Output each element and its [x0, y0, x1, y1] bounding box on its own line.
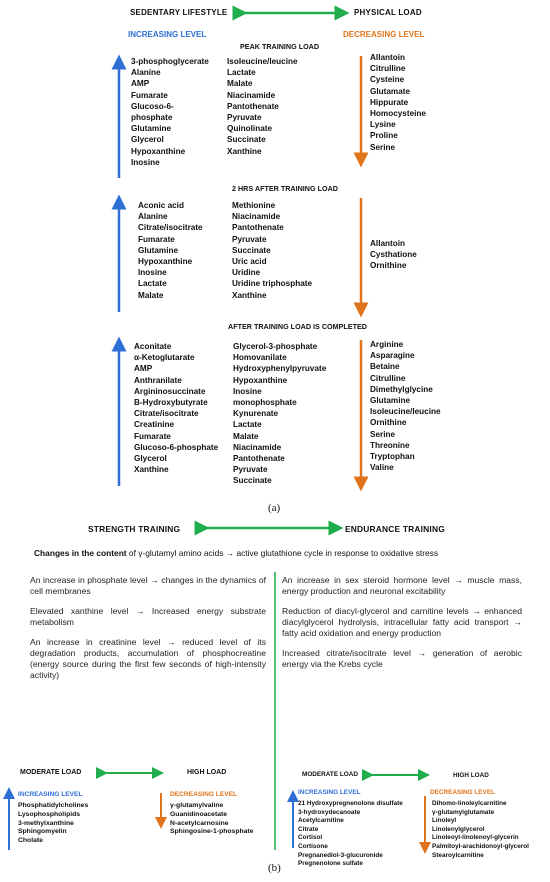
metabolite-item: Valine	[370, 463, 394, 473]
metabolite-item: γ-glutamylglutamate	[432, 808, 495, 816]
metabolite-item: AMP	[134, 364, 153, 374]
metabolite-item: Argininosuccinate	[134, 386, 206, 396]
effect-paragraph: An increase in phosphate level → changes in the dynamics of cell membranes	[30, 575, 266, 596]
metabolite-item: Sphingomyelin	[18, 828, 67, 836]
metabolite-item: Lysine	[370, 120, 396, 130]
metabolite-item: Glycerol	[131, 135, 164, 145]
metabolite-item: Pantothenate	[227, 101, 279, 111]
after-inc-col2	[233, 341, 326, 487]
metabolite-item: Phosphatidylcholines	[18, 802, 89, 809]
metabolite-item: Xanthine	[227, 146, 262, 156]
endurance-inc-list	[298, 800, 403, 869]
metabolite-item: AMP	[131, 79, 150, 89]
metabolite-item: Pyruvate	[233, 465, 268, 475]
peak-dec-col	[370, 52, 426, 153]
metabolite-item: Cholate	[18, 837, 43, 845]
metabolite-item: Aconitate	[134, 342, 172, 351]
metabolite-item: Aconic acid	[138, 201, 184, 210]
metabolite-item: Uridine	[232, 268, 261, 278]
caption-b: (b)	[268, 862, 281, 874]
metabolite-item: Inosine	[138, 268, 167, 278]
metabolite-item: Dimethylglycine	[370, 384, 433, 394]
physical-load-title: PHYSICAL LOAD	[354, 8, 422, 17]
effect-paragraph: Reduction of diacyl-glycerol and carnitine levels → enhanced diacylglycerol hydrolysis, intracellular fatty acid transport → fatty acid oxidation and energy production	[282, 606, 522, 638]
metabolite-item: Methionine	[232, 201, 276, 210]
caption-a: (a)	[268, 502, 281, 514]
metabolite-item: Niacinamide	[227, 90, 276, 100]
metabolite-item: Malate	[227, 79, 253, 89]
metabolite-item: Glucoso-6-phosphate	[134, 442, 219, 452]
metabolite-item: Hypoxanthine	[131, 146, 186, 156]
metabolite-item: Guanidinoacetate	[170, 810, 228, 818]
metabolite-item: Malate	[138, 290, 164, 300]
metabolite-item: Anthranilate	[134, 375, 182, 385]
metabolite-item: 3-hydroxydecanoate	[298, 808, 361, 816]
metabolite-item: Isoleucine/leucine	[227, 57, 298, 66]
metabolite-item: Proline	[370, 131, 398, 141]
effect-paragraph: Increased citrate/isocitrate level → generation of aerobic energy via the Krebs cycle	[282, 648, 522, 669]
metabolite-item: Cysteine	[370, 75, 405, 85]
after-title: AFTER TRAINING LOAD IS COMPLETED	[228, 322, 367, 331]
metabolite-item: Glucoso-6-	[131, 101, 174, 111]
strength-moderate-label: MODERATE LOAD	[20, 769, 82, 776]
changes-bold: Changes in the content	[34, 548, 127, 558]
metabolite-item: Fumarate	[131, 90, 168, 100]
endurance-high-label: HIGH LOAD	[453, 772, 489, 779]
metabolite-item: Serine	[370, 429, 396, 439]
metabolite-item: phosphate	[131, 113, 173, 123]
metabolite-item: Quinolinate	[227, 124, 273, 134]
metabolite-item: Citrulline	[370, 373, 406, 383]
metabolite-item: Citrulline	[370, 64, 406, 74]
metabolite-item: Inosine	[233, 386, 262, 396]
metabolite-item: Lysophospholipids	[18, 810, 81, 818]
metabolite-item: Pantothenate	[232, 223, 284, 233]
peak-inc-col1	[131, 56, 209, 168]
endurance-inc-label: INCREASING LEVEL	[298, 789, 361, 796]
metabolite-item: Uric acid	[232, 257, 267, 267]
increasing-label-a: INCREASING LEVEL	[128, 30, 207, 39]
metabolite-item: Glutamine	[138, 245, 179, 255]
metabolite-item: γ-glutamylvaline	[170, 802, 224, 809]
metabolite-item: Pregnanediol-3-glucuronide	[298, 851, 383, 859]
metabolite-item: N-acetylcarnosine	[170, 819, 229, 827]
two-hrs-dec-col	[370, 238, 417, 272]
metabolite-item: Niacinamide	[233, 442, 282, 452]
metabolite-item: Pregnenolone sulfate	[298, 860, 363, 868]
metabolite-item: Ornithine	[370, 418, 407, 428]
peak-inc-col2	[227, 56, 298, 157]
strength-high-label: HIGH LOAD	[187, 769, 227, 776]
metabolite-item: Glutamate	[370, 86, 411, 96]
metabolite-item: Dihomo-linoleylcarnitine	[432, 800, 507, 807]
metabolite-item: Serine	[370, 142, 396, 152]
strength-effects	[30, 575, 266, 690]
metabolite-item: Glycerol	[134, 454, 167, 464]
metabolite-item: Cortisone	[298, 842, 328, 850]
metabolite-item: Homovanilate	[233, 353, 287, 363]
metabolite-item: Alanine	[131, 68, 161, 78]
effect-paragraph: An increase in sex steroid hormone level → muscle mass, energy production and neuronal excitability	[282, 575, 522, 596]
metabolite-item: Succinate	[233, 476, 272, 486]
metabolite-item: Kynurenate	[233, 409, 279, 419]
metabolite-item: Linolenylglycerol	[432, 825, 485, 833]
metabolite-item: Niacinamide	[232, 212, 281, 222]
metabolite-item: Homocysteine	[370, 109, 426, 119]
metabolite-item: 21 Hydroxypregnenolone disulfate	[298, 800, 403, 807]
metabolite-item: Succinate	[232, 245, 271, 255]
effect-paragraph: An increase in creatinine level → reduced level of its degradation products, accumulation of phosphocreatine (energy source during the first few seconds of high-intensity activity)	[30, 637, 266, 680]
changes-line	[34, 548, 438, 558]
metabolite-item: Xanthine	[232, 290, 267, 300]
metabolite-item: Linoleoyl-linolenoyl-glycerin	[432, 834, 519, 842]
metabolite-item: Stearoylcarnitine	[432, 851, 484, 859]
metabolite-item: Pyruvate	[227, 113, 262, 123]
endurance-dec-label: DECREASING LEVEL	[430, 789, 495, 796]
metabolite-item: Acetylcarnitine	[298, 817, 344, 825]
peak-title: PEAK TRAINING LOAD	[240, 42, 320, 51]
metabolite-item: Cysthatione	[370, 250, 417, 260]
metabolite-item: Sphingosine-1-phosphate	[170, 828, 254, 836]
metabolite-item: Betaine	[370, 362, 400, 372]
endurance-moderate-label: MODERATE LOAD	[302, 771, 358, 778]
metabolite-item: Pantothenate	[233, 454, 285, 464]
metabolite-item: Threonine	[370, 440, 410, 450]
metabolite-item: Alanine	[138, 212, 168, 222]
metabolite-item: Creatinine	[134, 420, 175, 430]
metabolite-item: Glutamine	[131, 124, 172, 134]
after-dec-col	[370, 339, 441, 473]
strength-dec-label: DECREASING LEVEL	[170, 791, 238, 798]
after-inc-col1	[134, 341, 218, 475]
metabolite-item: α-Ketoglutarate	[134, 353, 195, 363]
metabolite-item: Hypoxanthine	[138, 257, 193, 267]
metabolite-item: Palmitoyl-arachidonoyl-glycerol	[432, 842, 529, 850]
decreasing-label-a: DECREASING LEVEL	[343, 30, 425, 39]
metabolite-item: monophosphate	[233, 398, 297, 408]
changes-rest: of γ-glutamyl amino acids → active glutathione cycle in response to oxidative stress	[126, 548, 439, 558]
metabolite-item: Hypoxanthine	[233, 375, 288, 385]
metabolite-item: Isoleucine/leucine	[370, 407, 441, 417]
metabolite-item: Lactate	[138, 279, 167, 289]
metabolite-item: Fumarate	[138, 234, 175, 244]
strength-title: STRENGTH TRAINING	[88, 524, 181, 534]
metabolite-item: Citrate	[298, 825, 319, 833]
metabolite-item: Tryptophan	[370, 452, 415, 462]
endurance-dec-list	[432, 800, 529, 860]
two-hrs-inc-col1	[138, 200, 203, 301]
metabolite-item: Inosine	[131, 157, 160, 167]
strength-dec-list	[170, 802, 253, 837]
metabolite-item: Succinate	[227, 135, 266, 145]
metabolite-item: Hippurate	[370, 97, 409, 107]
metabolite-item: Arginine	[370, 340, 404, 349]
sedentary-title: SEDENTARY LIFESTYLE	[130, 8, 228, 17]
metabolite-item: Glycerol-3-phosphate	[233, 342, 318, 351]
metabolite-item: Xanthine	[134, 465, 169, 475]
endurance-effects	[282, 575, 522, 679]
metabolite-item: Citrate/isocitrate	[134, 409, 199, 419]
metabolite-item: Allantoin	[370, 239, 406, 248]
metabolite-item: Allantoin	[370, 53, 406, 62]
two-hrs-inc-col2	[232, 200, 312, 301]
metabolite-item: Ornithine	[370, 261, 407, 271]
metabolite-item: Cortisol	[298, 834, 323, 842]
two-hrs-title: 2 HRS AFTER TRAINING LOAD	[232, 184, 338, 193]
metabolite-item: Hydroxyphenylpyruvate	[233, 364, 327, 374]
metabolite-item: 3-methylxanthine	[18, 819, 74, 827]
metabolite-item: Uridine triphosphate	[232, 279, 313, 289]
metabolite-item: Lactate	[233, 420, 262, 430]
metabolite-item: Fumarate	[134, 431, 171, 441]
effect-paragraph: Elevated xanthine level → Increased energy substrate metabolism	[30, 606, 266, 627]
metabolite-item: Linoleyl	[432, 817, 457, 825]
strength-inc-label: INCREASING LEVEL	[18, 791, 83, 798]
strength-inc-list	[18, 802, 88, 846]
metabolite-item: Glutamine	[370, 396, 411, 406]
metabolite-item: Lactate	[227, 68, 256, 78]
metabolite-item: Malate	[233, 431, 259, 441]
metabolite-item: 3-phosphoglycerate	[131, 57, 209, 66]
metabolite-item: Asparagine	[370, 351, 415, 361]
metabolite-item: Pyruvate	[232, 234, 267, 244]
endurance-title: ENDURANCE TRAINING	[345, 524, 445, 534]
metabolite-item: Citrate/isocitrate	[138, 223, 203, 233]
metabolite-item: B-Hydroxybutyrate	[134, 398, 208, 408]
